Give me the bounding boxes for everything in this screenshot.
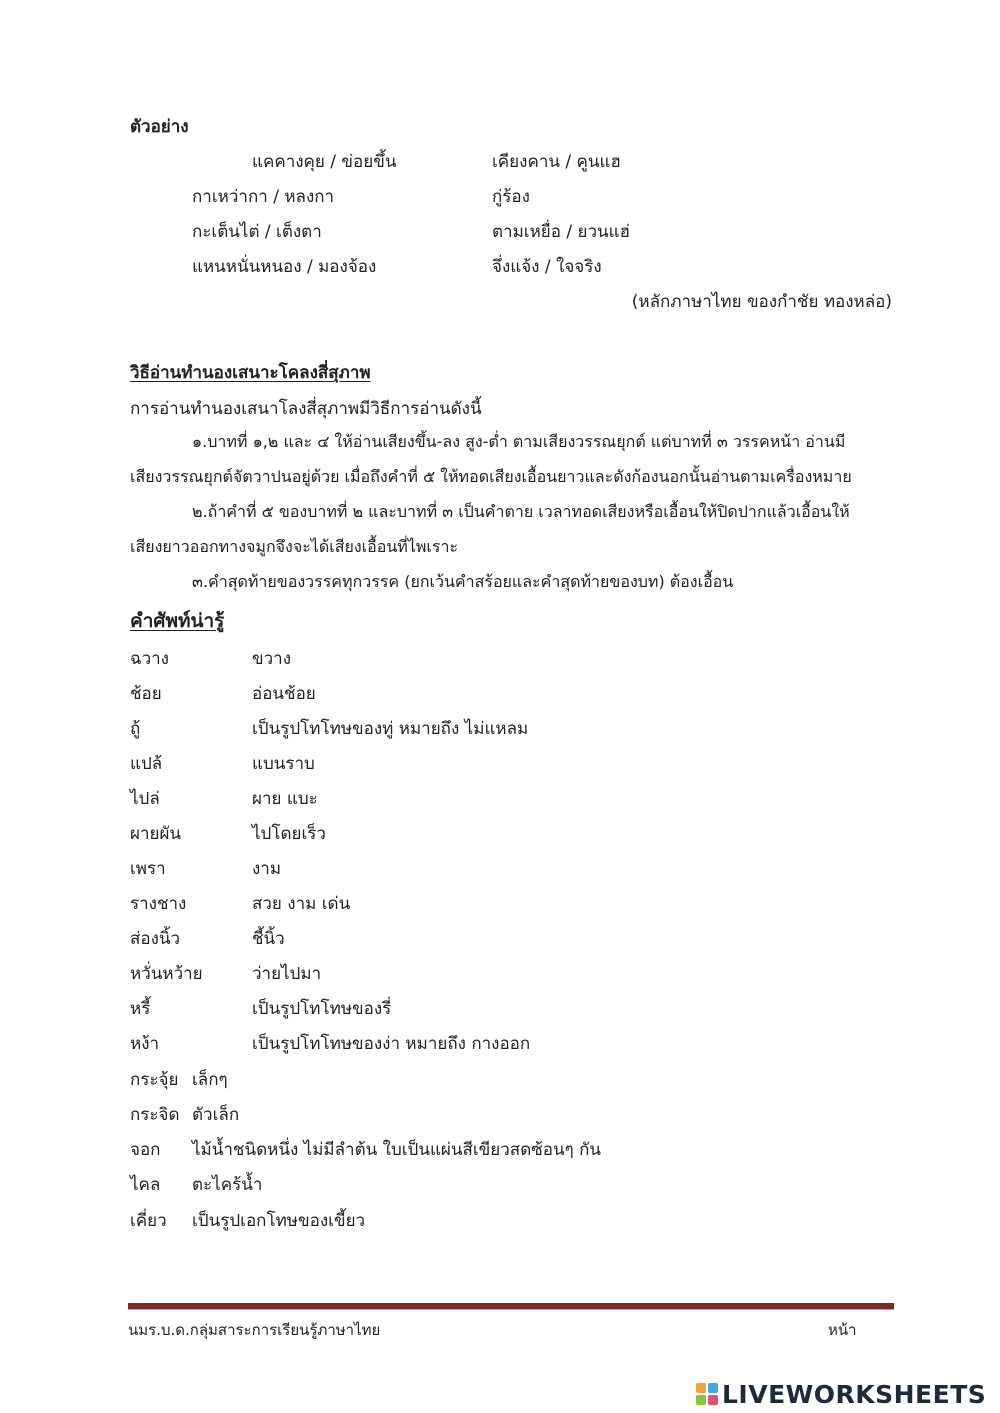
- example-citation: (หลักภาษาไทย ของกำชัย ทองหล่อ): [631, 292, 892, 312]
- vocab-definition: เป็นรูปโทโทษของง่า หมายถึง กางออก: [252, 1034, 531, 1054]
- vocab-term: เคี่ยว: [130, 1211, 167, 1231]
- vocab-definition: อ่อนช้อย: [252, 684, 316, 704]
- reading-heading: วิธีอ่านทำนองเสนาะโคลงสี่สุภาพ: [130, 363, 371, 383]
- logo-cell-l: [696, 1383, 706, 1393]
- vocab-term: หง้า: [130, 1034, 160, 1054]
- vocab-term: กระจิด: [130, 1105, 180, 1125]
- vocab-term: ฉวาง: [130, 649, 169, 669]
- example-right-line-3: ตามเหยื่อ / ยวนแฮ่: [492, 222, 630, 242]
- vocab-definition: ผาย แบะ: [252, 789, 318, 809]
- vocab-term: ช้อย: [130, 684, 162, 704]
- vocab-definition: ตัวเล็ก: [192, 1105, 240, 1125]
- example-left-line-4: แหนหนั่นหนอง / มองจ้อง: [192, 257, 377, 277]
- vocab-definition: สวย งาม เด่น: [252, 894, 351, 914]
- example-left-line-3: กะเต็นไต่ / เต็งตา: [192, 222, 322, 242]
- vocab-heading: คำศัพท์น่ารู้: [130, 610, 225, 632]
- vocab-term: กระจุ้ย: [130, 1070, 179, 1090]
- example-left-line-1: แคคางคุย / ข่อยขึ้น: [252, 152, 397, 172]
- vocab-definition: เป็นรูปโทโทษของรี่: [252, 999, 392, 1019]
- footer-page-label: หน้า: [828, 1321, 857, 1339]
- example-left-line-2: กาเหว่ากา / หลงกา: [192, 187, 335, 207]
- liveworksheets-logo: [696, 1379, 986, 1409]
- vocab-definition: ไม้น้ำชนิดหนึ่ง ไม่มีลำต้น ใบเป็นแผ่นสีเขียวสดซ้อนๆ กัน: [192, 1140, 602, 1160]
- vocab-term: ถู้: [130, 719, 141, 739]
- vocab-definition: ไปโดยเร็ว: [252, 824, 326, 844]
- logo-cell-i: [708, 1383, 718, 1393]
- vocab-definition: ขวาง: [252, 649, 292, 669]
- vocab-term: ไปล่: [130, 789, 160, 809]
- vocab-term: ส่องนิ้ว: [130, 929, 181, 949]
- vocab-term: รางชาง: [130, 894, 187, 914]
- liveworksheets-logo-icon: [696, 1383, 718, 1405]
- example-right-line-1: เคียงคาน / คูนแฮ: [492, 152, 621, 172]
- vocab-term: เพรา: [130, 859, 166, 879]
- vocab-definition: แบนราบ: [252, 754, 315, 774]
- reading-paragraph-2-line-1: ๒.ถ้าคำที่ ๕ ของบาทที่ ๒ และบาทที่ ๓ เป็นคำตาย เวลาทอดเสียงหรือเอื้อนให้ปิดปากแล้วเอื้อนให้: [192, 502, 850, 521]
- reading-paragraph-1-line-1: ๑.บาทที่ ๑,๒ และ ๔ ให้อ่านเสียงขึ้น-ลง สูง-ต่ำ ตามเสียงวรรณยุกต์ แต่บาทที่ ๓ วรรคหน้า อ่านมี: [192, 432, 846, 451]
- example-heading: ตัวอย่าง: [130, 117, 189, 137]
- reading-paragraph-1-line-2: เสียงวรรณยุกต์จัตวาปนอยู่ด้วย เมื่อถึงคำที่ ๕ ให้ทอดเสียงเอื้อนยาวและดังก้องนอกนั้นอ่านตามเครื่องหมาย: [130, 467, 852, 486]
- reading-intro: การอ่านทำนองเสนาโลงสี่สุภาพมีวิธีการอ่านดังนี้: [130, 399, 482, 419]
- reading-paragraph-2-line-2: เสียงยาวออกทางจมูกจึงจะได้เสียงเอื้อนที่ไพเราะ: [130, 537, 459, 556]
- example-right-line-4: จึ่งแจ้ง / ใจจริง: [492, 257, 602, 277]
- vocab-definition: เป็นรูปเอกโทษของเขี้ยว: [192, 1211, 366, 1231]
- vocab-definition: เป็นรูปโทโทษของทู่ หมายถึง ไม่แหลม: [252, 719, 529, 739]
- logo-cell-e: [708, 1395, 718, 1405]
- example-right-line-2: กู่ร้อง: [492, 187, 530, 207]
- logo-cell-v: [696, 1395, 706, 1405]
- vocab-definition: เล็กๆ: [192, 1070, 228, 1090]
- footer-rule: [128, 1303, 894, 1310]
- vocab-term: หวั่นหว้าย: [130, 964, 203, 984]
- vocab-definition: งาม: [252, 859, 282, 879]
- vocab-term: ไคล: [130, 1175, 161, 1195]
- vocab-term: หรี้: [130, 999, 151, 1019]
- liveworksheets-wordmark: LIVEWORKSHEETS: [722, 1379, 987, 1409]
- footer-school: นมร.บ.ด.กลุ่มสาระการเรียนรู้ภาษาไทย: [128, 1321, 381, 1339]
- vocab-definition: ชี้นิ้ว: [252, 929, 285, 949]
- vocab-term: ผายผัน: [130, 824, 182, 844]
- vocab-term: แปล้: [130, 754, 163, 774]
- reading-paragraph-3: ๓.คำสุดท้ายของวรรคทุกวรรค (ยกเว้นคำสร้อยและคำสุดท้ายของบท) ต้องเอื้อน: [192, 572, 734, 591]
- vocab-definition: ตะไคร้น้ำ: [192, 1175, 263, 1195]
- vocab-term: จอก: [130, 1140, 161, 1160]
- vocab-definition: ว่ายไปมา: [252, 964, 322, 984]
